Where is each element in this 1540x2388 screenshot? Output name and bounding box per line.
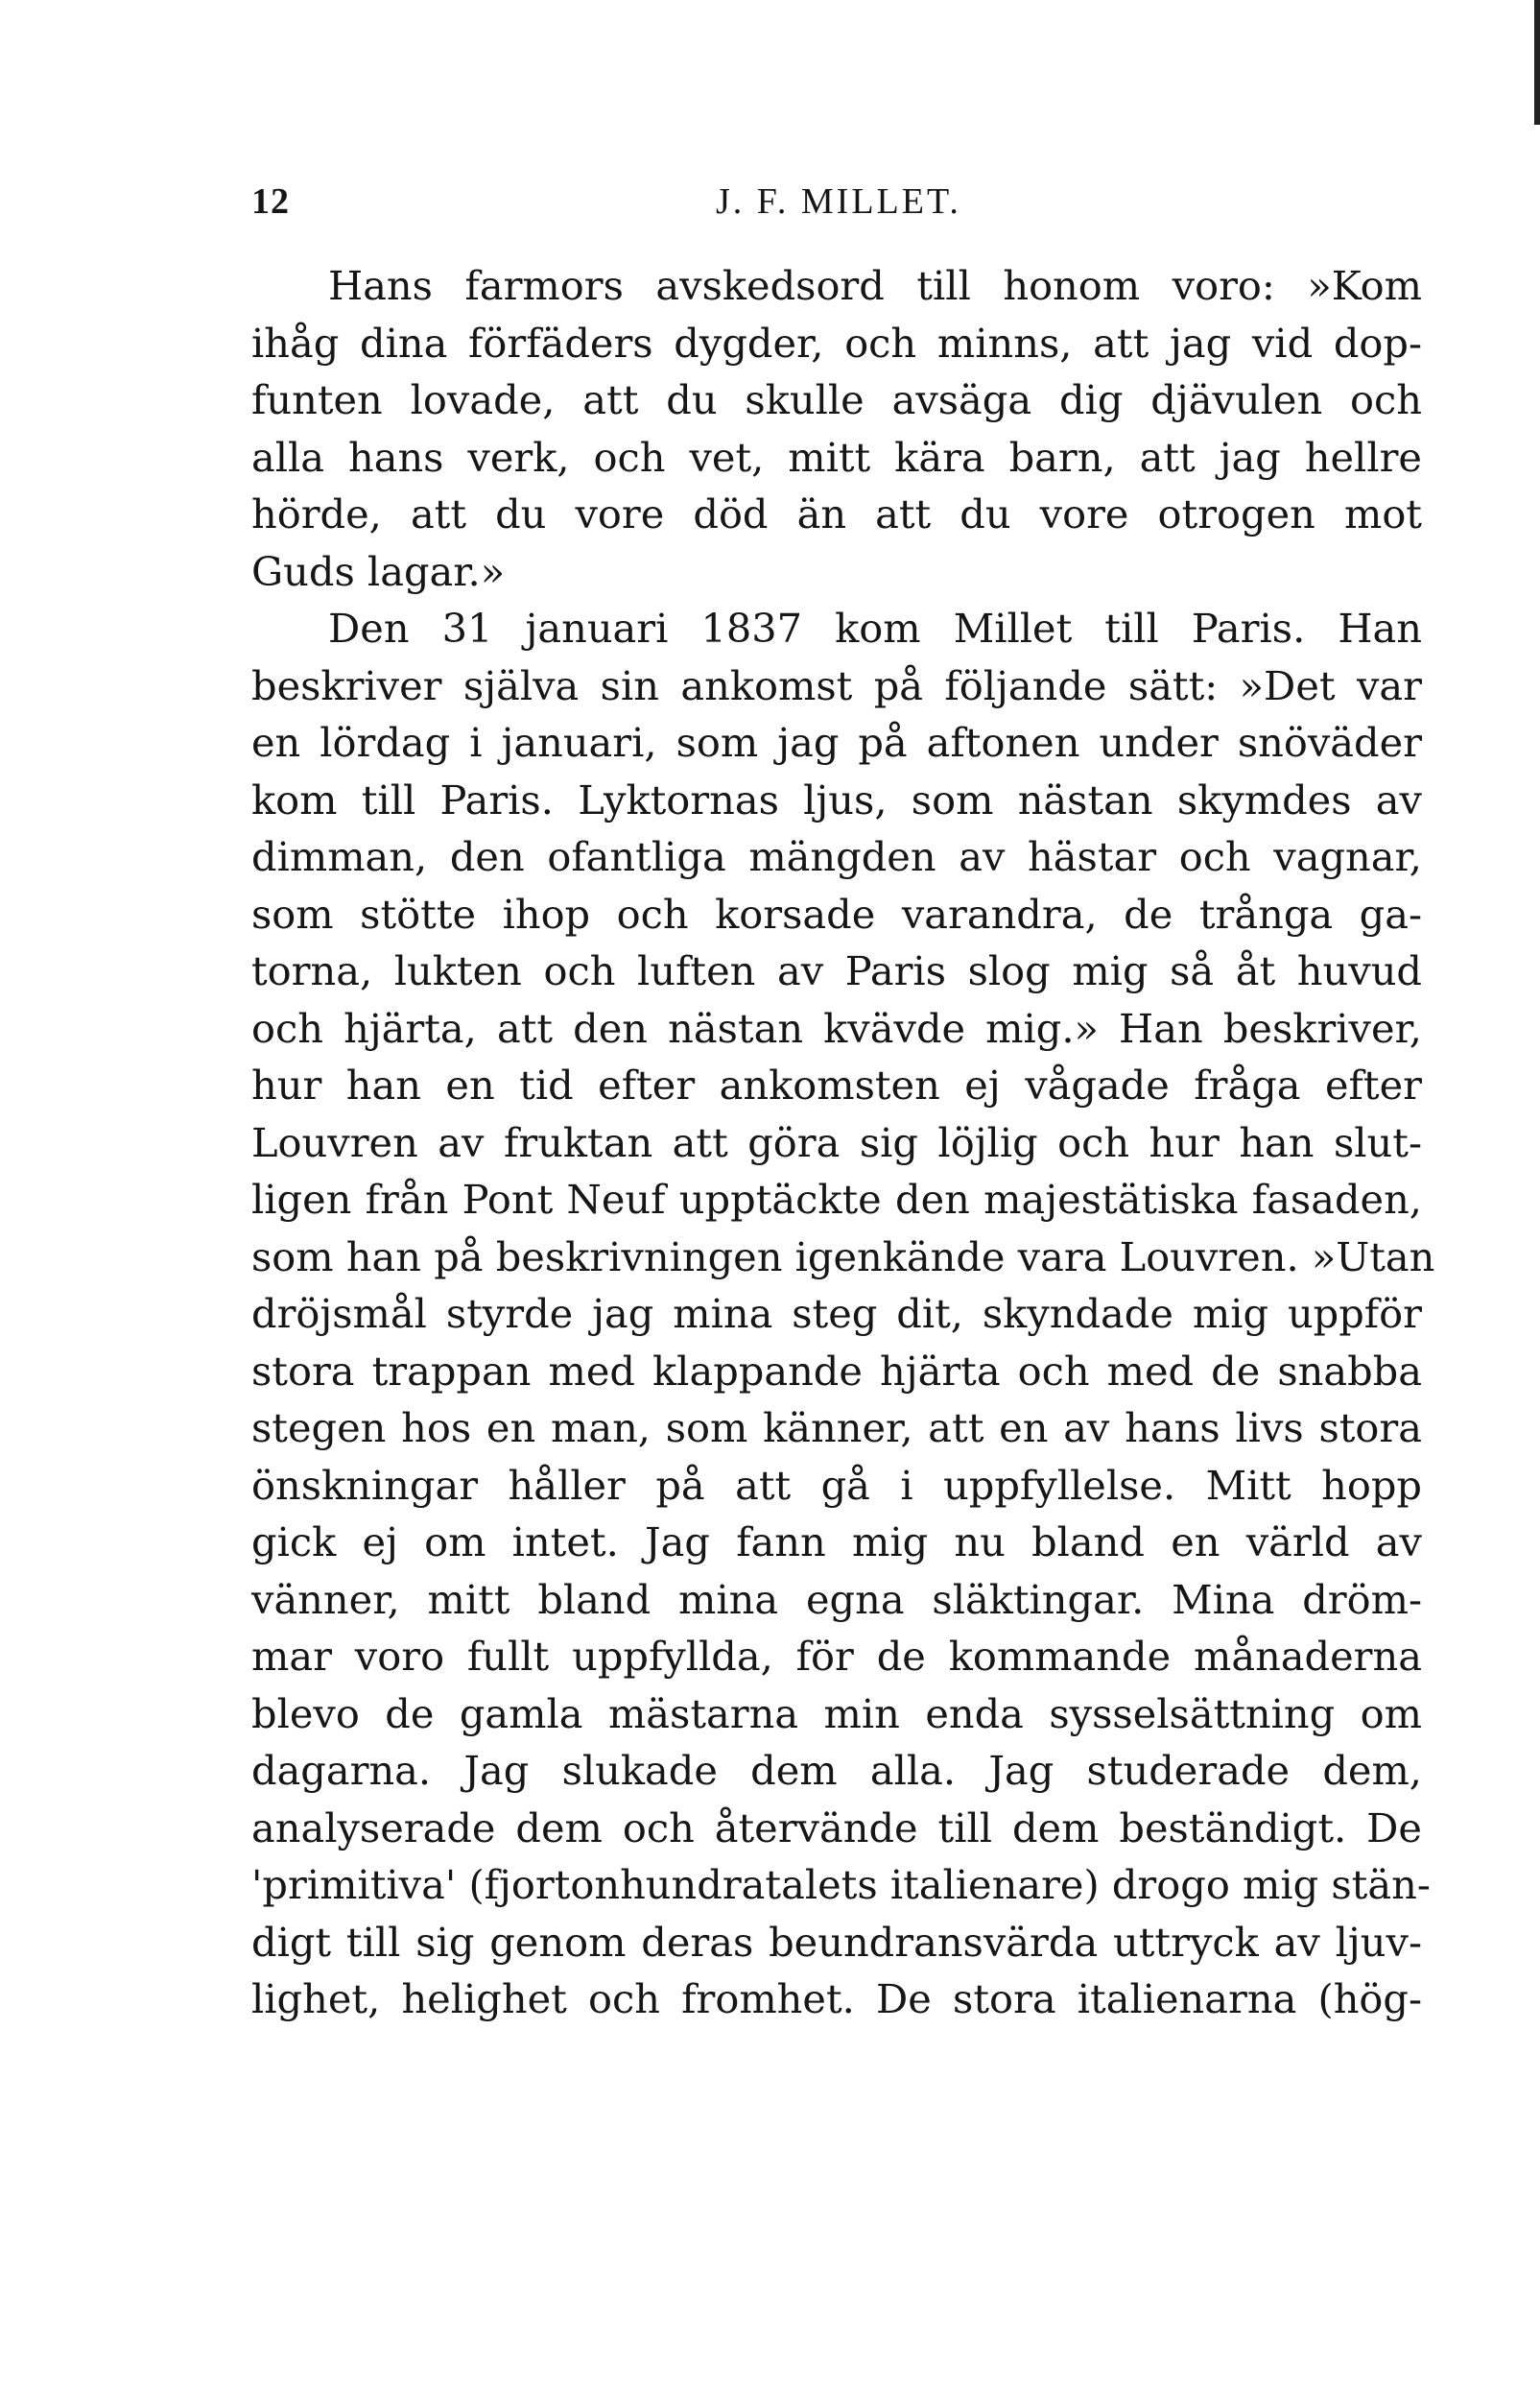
page-header [251, 180, 1422, 228]
text-line: som han på beskrivningen igenkände vara Louvren. »Utan [251, 1232, 1435, 1280]
text-line: 'primitiva' (fjortonhundratalets italienare) drogo mig stän- [251, 1861, 1431, 1908]
text-line: hur han en tid efter ankomsten ej vågade fråga efter [251, 1062, 1422, 1109]
text-line: dagarna. Jag slukade dem alla. Jag studerade dem, [251, 1747, 1422, 1794]
text-line: torna, lukten och luften av Paris slog mig så åt huvud [251, 947, 1422, 994]
text-line: Louvren av fruktan att göra sig löjlig och hur han slut- [251, 1118, 1422, 1166]
text-line: önskningar håller på att gå i uppfyllelse. Mitt hopp [251, 1461, 1422, 1509]
page-number: 12 [251, 181, 290, 222]
text-line: Hans farmors avskedsord till honom voro: »Kom [328, 262, 1422, 309]
text-line: vänner, mitt bland mina egna släktingar. Mina dröm- [251, 1575, 1422, 1623]
text-line: beskriver själva sin ankomst på följande sätt: »Det var [251, 661, 1422, 709]
text-line: analyserade dem och återvände till dem beständigt. De [251, 1803, 1422, 1851]
text-line: ihåg dina förfäders dygder, och minns, att jag vid dop- [251, 319, 1422, 367]
text-line: dimman, den ofantliga mängden av hästar och vagnar, [251, 833, 1422, 880]
text-line: kom till Paris. Lyktornas ljus, som nästan skymdes av [251, 776, 1422, 824]
text-line: en lördag i januari, som jag på aftonen under snöväder [251, 719, 1422, 766]
text-line: gick ej om intet. Jag fann mig nu bland en värld av [251, 1518, 1422, 1565]
text-line: funten lovade, att du skulle avsäga dig djävulen och [251, 376, 1422, 423]
text-line: och hjärta, att den nästan kvävde mig.» Han beskriver, [251, 1004, 1422, 1052]
text-line: mar voro fullt uppfyllda, för de kommande månaderna [251, 1633, 1422, 1680]
text-line: ligen från Pont Neuf upptäckte den majestätiska fasaden, [251, 1176, 1422, 1223]
page-edge-mark [1534, 0, 1540, 125]
text-line: hörde, att du vore död än att du vore otrogen mot [251, 490, 1422, 537]
text-line: digt till sig genom deras beundransvärda uttryck av ljuv- [251, 1918, 1422, 1966]
running-head: J. F. MILLET. [716, 181, 961, 222]
text-line: Guds lagar.» [251, 547, 506, 595]
text-line: som stötte ihop och korsade varandra, de trånga ga- [251, 890, 1422, 938]
text-line: lighet, helighet och fromhet. De stora italienarna (hög- [251, 1975, 1422, 2022]
text-line: dröjsmål styrde jag mina steg dit, skyndade mig uppför [251, 1290, 1422, 1337]
text-line: blevo de gamla mästarna min enda sysselsättning om [251, 1689, 1422, 1737]
text-line: stegen hos en man, som känner, att en av hans livs stora [251, 1404, 1422, 1451]
text-line: stora trappan med klappande hjärta och med de snabba [251, 1347, 1422, 1395]
body-text [251, 257, 1435, 2028]
text-line: alla hans verk, och vet, mitt kära barn, att jag hellre [251, 433, 1422, 481]
text-line: Den 31 januari 1837 kom Millet till Paris. Han [328, 605, 1422, 652]
